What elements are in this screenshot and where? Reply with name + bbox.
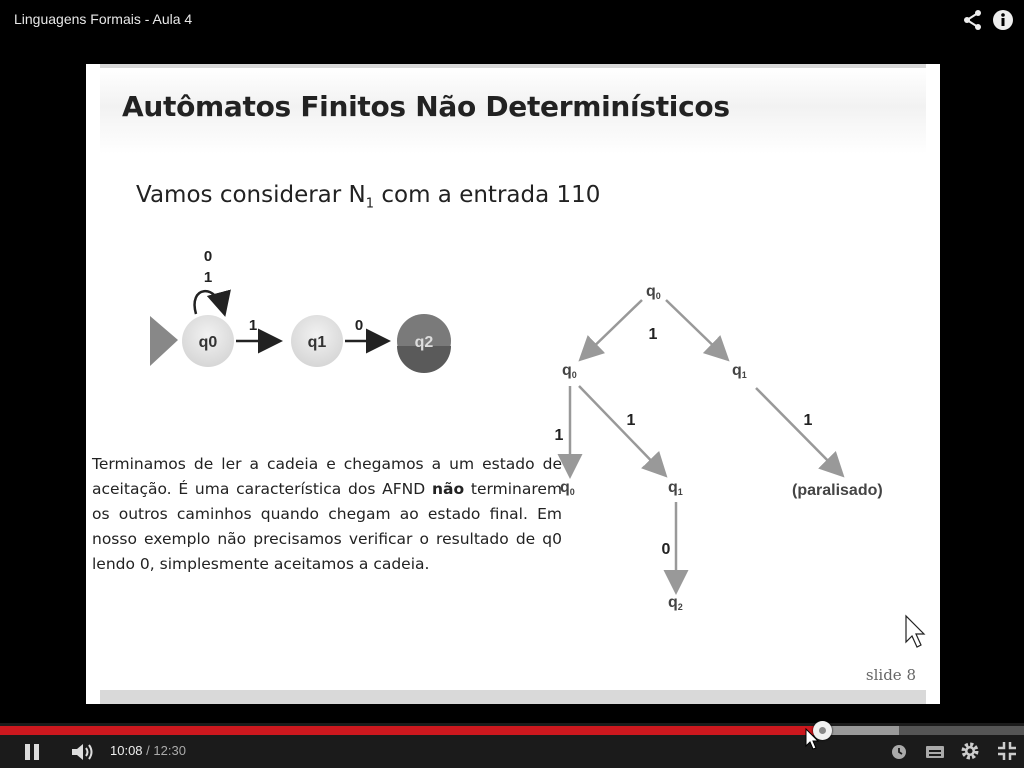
progress-played bbox=[0, 726, 822, 735]
mouse-pointer-icon bbox=[906, 616, 924, 647]
progress-bar[interactable] bbox=[0, 726, 1024, 735]
tree-level1-left-q0: q0 bbox=[562, 362, 577, 380]
self-loop-arrow bbox=[195, 291, 224, 314]
time-separator: / bbox=[146, 743, 150, 758]
transition-q0-q1-label: 1 bbox=[248, 317, 258, 334]
tree-level2-mid-q1: q1 bbox=[668, 479, 683, 497]
paragraph-text-1: Terminamos de ler a cadeia e chegamos a um estado de aceitação. É uma característica dos AFND bbox=[92, 455, 562, 498]
tree-edge-left-left-label: 1 bbox=[554, 427, 564, 444]
tree-edge-right-right bbox=[756, 388, 841, 474]
tree-edge-left-mid bbox=[579, 386, 664, 474]
current-time: 10:08 bbox=[110, 743, 143, 758]
slide-paragraph bbox=[92, 452, 562, 577]
state-q1-label: q1 bbox=[307, 334, 327, 351]
paragraph-bold: não bbox=[431, 480, 465, 498]
loop-label-0: 0 bbox=[203, 248, 213, 265]
subtitle-subscript: 1 bbox=[365, 196, 375, 212]
tree-level2-paralisado: (paralisado) bbox=[792, 482, 883, 499]
subtitle-text: Vamos considerar N bbox=[136, 182, 366, 208]
exit-fullscreen-icon[interactable] bbox=[997, 741, 1017, 761]
slide-title: Autômatos Finitos Não Determinísticos bbox=[122, 90, 730, 123]
pause-icon[interactable] bbox=[22, 742, 42, 762]
duration: 12:30 bbox=[153, 743, 186, 758]
slide-footer-bar bbox=[100, 690, 926, 704]
captions-icon[interactable] bbox=[925, 745, 945, 759]
automaton-and-tree-diagram bbox=[86, 64, 940, 704]
tree-edge-mid-down-label: 0 bbox=[661, 541, 671, 558]
tree-edge-root-left bbox=[582, 300, 642, 358]
settings-icon[interactable] bbox=[960, 741, 980, 761]
video-title-bar bbox=[0, 0, 1024, 40]
tree-edge-left-mid-label: 1 bbox=[626, 412, 636, 429]
start-state-marker bbox=[150, 316, 178, 366]
state-q2-label: q2 bbox=[414, 334, 434, 351]
tree-root-q0: q0 bbox=[646, 283, 661, 301]
info-icon[interactable] bbox=[992, 9, 1014, 31]
video-title[interactable]: Linguagens Formais - Aula 4 bbox=[14, 11, 193, 27]
video-frame-slide[interactable] bbox=[86, 64, 940, 704]
state-q0-label: q0 bbox=[198, 334, 218, 351]
watch-later-icon[interactable] bbox=[891, 744, 907, 760]
subtitle-text-end: com a entrada 110 bbox=[374, 182, 601, 208]
tree-edge-root-right bbox=[666, 300, 726, 358]
loop-label-1: 1 bbox=[203, 269, 213, 286]
tree-level1-right-q1: q1 bbox=[732, 362, 747, 380]
paragraph-text-2: terminarem os outros caminhos quando chegam ao estado final. Em nosso exemplo não precisamos verificar o resultado de q0 lendo 0, simplesmente aceitamos a cadeia. bbox=[92, 480, 563, 573]
volume-icon[interactable] bbox=[70, 741, 96, 763]
transition-q1-q2-label: 0 bbox=[354, 317, 364, 334]
tree-edge-right-right-label: 1 bbox=[803, 412, 813, 429]
tree-level2-left-q0: q0 bbox=[560, 479, 575, 497]
tree-level3-q2: q2 bbox=[668, 594, 683, 612]
slide-number: slide 8 bbox=[865, 666, 916, 684]
tree-edge-root-label: 1 bbox=[648, 326, 658, 343]
cursor-arrow-icon bbox=[804, 728, 820, 750]
time-display bbox=[110, 743, 186, 758]
share-icon[interactable] bbox=[962, 9, 984, 31]
